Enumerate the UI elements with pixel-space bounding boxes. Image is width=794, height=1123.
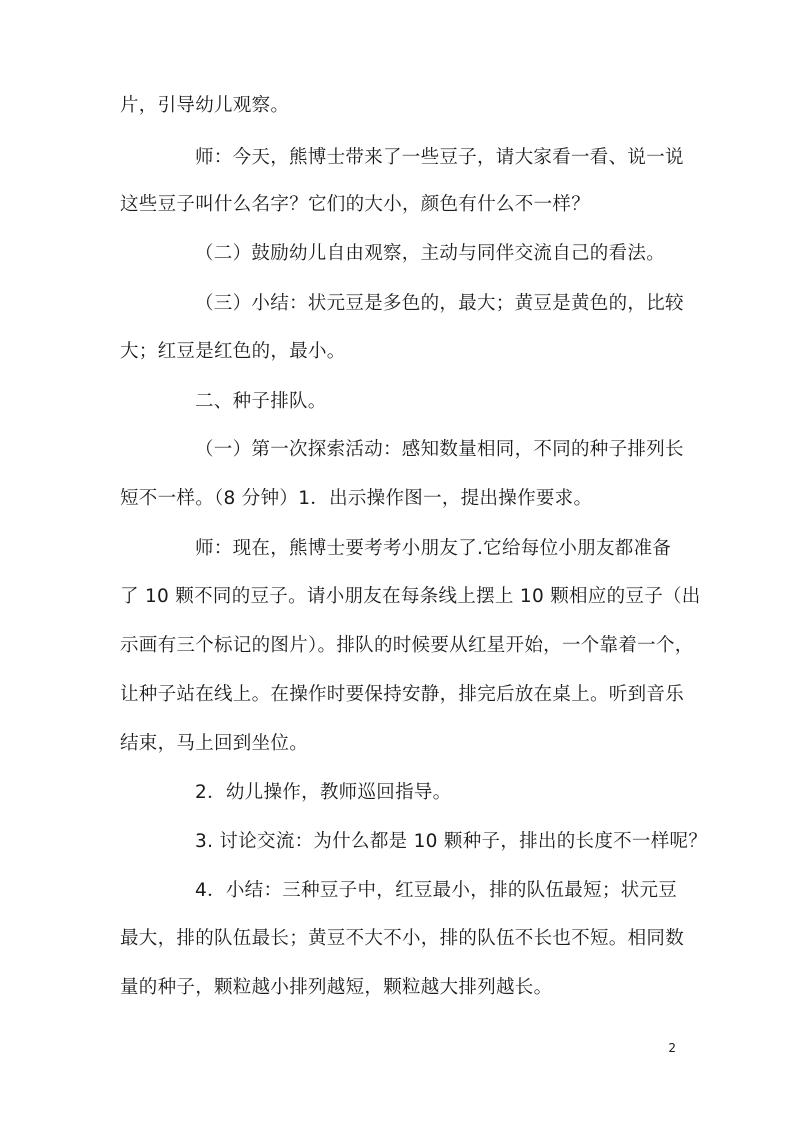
text-line: 让种子站在线上。在操作时要保持安静，排完后放在桌上。听到音乐 <box>120 684 685 705</box>
text-line: 了 10 颗不同的豆子。请小朋友在每条线上摆上 10 颗相应的豆子（出 <box>120 586 701 607</box>
text-line: 最大，排的队伍最长；黄豆不大不小，排的队伍不长也不短。相同数 <box>120 928 685 949</box>
text-line: 二、种子排队。 <box>195 391 327 412</box>
text-line: 3. 讨论交流：为什么都是 10 颗种子，排出的长度不一样呢？ <box>195 831 708 852</box>
text-line: 师：今天，熊博士带来了一些豆子，请大家看一看、说一说 <box>195 147 684 168</box>
text-line: 量的种子，颗粒越小排列越短，颗粒越大排列越长。 <box>120 977 553 998</box>
text-line: 4．小结：三种豆子中，红豆最小，排的队伍最短；状元豆 <box>195 880 678 901</box>
text-line: （二）鼓励幼儿自由观察，主动与同伴交流自己的看法。 <box>195 243 666 264</box>
text-line: 结束，马上回到坐位。 <box>120 733 309 754</box>
page-number: 2 <box>668 1041 676 1055</box>
text-line: （一）第一次探索活动：感知数量相同，不同的种子排列长 <box>195 439 684 460</box>
text-line: 短不一样。（8 分钟）1．出示操作图一，提出操作要求。 <box>120 488 593 509</box>
text-line: 大；红豆是红色的，最小。 <box>120 341 346 362</box>
text-line: 师：现在，熊博士要考考小朋友了.它给每位小朋友都准备 <box>195 538 672 559</box>
text-line: 这些豆子叫什么名字？它们的大小，颜色有什么不一样？ <box>120 194 591 215</box>
text-line: 片，引导幼儿观察。 <box>120 95 290 116</box>
text-line: 2．幼儿操作，教师巡回指导。 <box>195 782 452 803</box>
text-line: （三）小结：状元豆是多色的，最大；黄豆是黄色的，比较 <box>195 293 684 314</box>
text-line: 示画有三个标记的图片）。排队的时候要从红星开始，一个靠着一个， <box>120 635 694 656</box>
